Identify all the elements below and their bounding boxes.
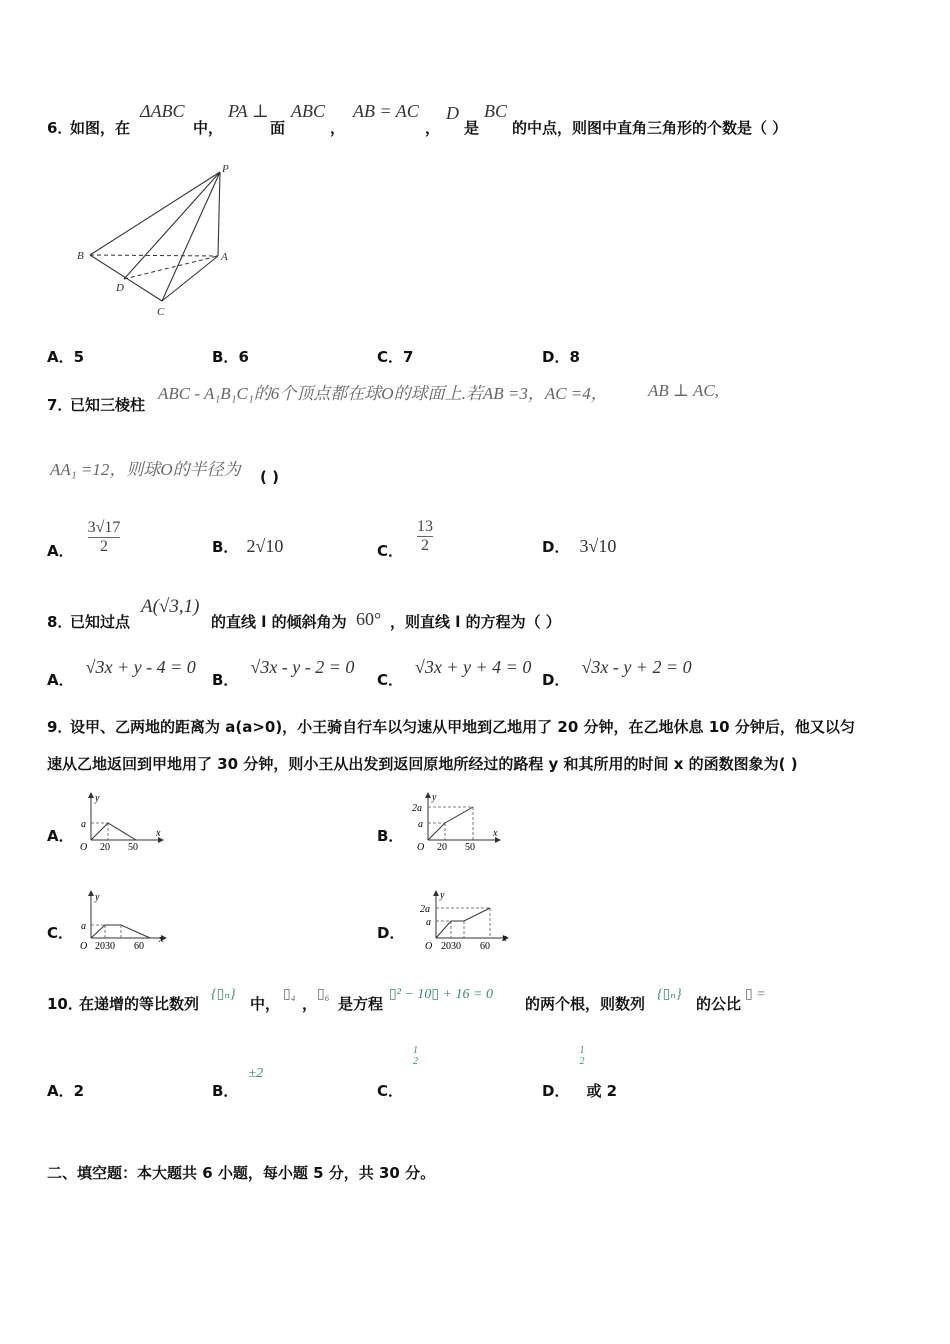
q7-number: 7． [47,396,73,414]
q10-option-b[interactable]: B． ±2 [212,1066,264,1100]
q10-option-c[interactable]: C． 1 2 [377,1045,419,1100]
svg-text:y: y [95,892,100,903]
svg-text:O: O [425,941,433,950]
svg-text:x: x [493,828,498,839]
q6-math-4: AB = AC [353,101,419,121]
q6-option-b[interactable]: B．6 [212,348,249,366]
q6-text-3: 面 [270,119,286,137]
q9-option-b[interactable]: B． [377,827,404,845]
svg-text:50: 50 [128,842,138,852]
q9-option-d[interactable]: D． [377,924,405,942]
svg-text:50: 50 [465,842,475,852]
q6-label-p: P [222,163,229,175]
q6-label-a: A [221,251,228,263]
svg-text:60: 60 [480,941,490,950]
q10-text-5: 的两个根，则数列 [525,995,646,1013]
q10-math-2: ▯₄ [283,987,296,1002]
q7-math-3: AA₁ =12，则球O的半径为 [50,460,241,479]
q10-text-3: ， [302,995,318,1013]
svg-text:a: a [426,917,431,928]
q6-text-5: ， [425,119,441,137]
q6-label-c: C [157,306,165,318]
svg-text:a: a [418,819,423,830]
q9-graph-a [76,790,171,852]
q6-option-c[interactable]: C．7 [377,348,414,366]
q7-option-d[interactable]: D． 3√10 [542,536,617,556]
q8-option-a[interactable]: A． √3x + y - 4 = 0 [47,657,196,689]
svg-text:y: y [95,793,100,804]
q10-math-6: ▯ = [745,987,766,1002]
svg-text:O: O [80,941,88,950]
q8-math-1: A(√3,1) [141,596,200,617]
q10-text-2: 中， [250,995,281,1013]
q7-math-1: ABC - A₁B₁C₁的6个顶点都在球O的球面上.若AB =3，AC =4， [158,384,608,403]
q9-graph-b [406,790,506,852]
q6-option-d[interactable]: D．8 [542,348,580,366]
svg-text:x: x [159,934,164,945]
svg-text:20: 20 [100,842,110,852]
q7-option-b[interactable]: B． 2√10 [212,536,284,556]
svg-text:2a: 2a [412,803,422,814]
q10-text-1: 在递增的等比数列 [79,995,200,1013]
svg-text:O: O [80,842,88,852]
q6-math-3: ABC [291,101,325,121]
q7-math-2: AB ⊥ AC, [648,381,719,400]
q10-option-a[interactable]: A．2 [47,1082,85,1100]
q9-line-1: 设甲、乙两地的距离为 a(a>0)，小王骑自行车以匀速从甲地到乙地用了 20 分钟，在乙地休息 10 分钟后，他又以匀 [70,718,855,736]
svg-text:y: y [440,890,445,901]
svg-text:y: y [432,792,437,803]
q6-text-7: 的中点，则图中直角三角形的个数是（ ） [512,119,788,137]
svg-text:x: x [502,933,507,944]
q6-label-d: D [116,282,124,294]
svg-text:a: a [81,921,86,932]
q6-math-6: BC [484,101,508,121]
svg-text:2030: 2030 [95,941,115,950]
q9-line-2: 速从乙地返回到甲地用了 30 分钟，则小王从出发到返回原地所经过的路程 y 和其所用的时间 x 的函数图象为( ) [47,755,798,773]
q8-option-d[interactable]: D． √3x - y + 2 = 0 [542,657,692,689]
q6-tetrahedron-figure [70,160,240,320]
svg-text:O: O [417,842,425,852]
q8-option-c[interactable]: C． √3x + y + 4 = 0 [377,657,532,689]
q8-option-b[interactable]: B． √3x - y - 2 = 0 [212,657,355,689]
q10-text-4: 是方程 [338,995,384,1013]
q9-graph-d [406,888,516,950]
q6-text-4: ， [330,119,346,137]
svg-text:a: a [81,819,86,830]
q10-math-4: ▯² − 10▯ + 16 = 0 [389,987,493,1002]
q6-text-2: 中， [193,119,224,137]
svg-text:2a: 2a [420,904,430,915]
q6-option-a[interactable]: A．5 [47,348,85,366]
q8-number: 8． [47,613,73,631]
q10-text-6: 的公比 [696,995,742,1013]
section-2-heading: 二、填空题：本大题共 6 小题，每小题 5 分，共 30 分。 [47,1164,436,1182]
q7-option-a[interactable]: A． $\frac{3√17}{2}$ [47,519,121,560]
q8-text-2: 的直线 l 的倾斜角为 [211,613,347,631]
q9-graph-c [76,888,176,950]
q8-math-2: 60° [356,609,382,629]
q10-math-1: {▯ₙ} [211,987,236,1002]
q8-text-3: ，则直线 l 的方程为（ ） [390,613,561,631]
q10-number: 10． [47,995,83,1013]
svg-text:2030: 2030 [441,941,461,950]
q9-number: 9． [47,718,73,736]
q7-text-1: 已知三棱柱 [70,396,146,414]
svg-text:60: 60 [134,941,144,950]
q7-text-2: ( ) [260,468,279,486]
q9-option-c[interactable]: C． [47,924,74,942]
svg-text:x: x [156,828,161,839]
q10-math-5: {▯ₙ} [657,987,682,1002]
q6-text-1: 如图，在 [70,119,131,137]
q6-label-b: B [77,250,84,262]
q6-number: 6． [47,119,73,137]
q9-option-a[interactable]: A． [47,827,74,845]
svg-text:20: 20 [437,842,447,852]
q6-math-2: PA ⊥ [228,101,269,121]
q6-text-6: 是 [464,119,480,137]
q6-math-5: D [446,103,459,123]
q10-math-3: ▯₆ [317,987,330,1002]
q10-option-d[interactable]: D． 1 2 或 2 [542,1045,618,1100]
q7-option-c[interactable]: C． $\frac{13}{2}$ [377,518,434,560]
q6-math-1: ΔABC [140,101,185,121]
q8-text-1: 已知过点 [70,613,131,631]
